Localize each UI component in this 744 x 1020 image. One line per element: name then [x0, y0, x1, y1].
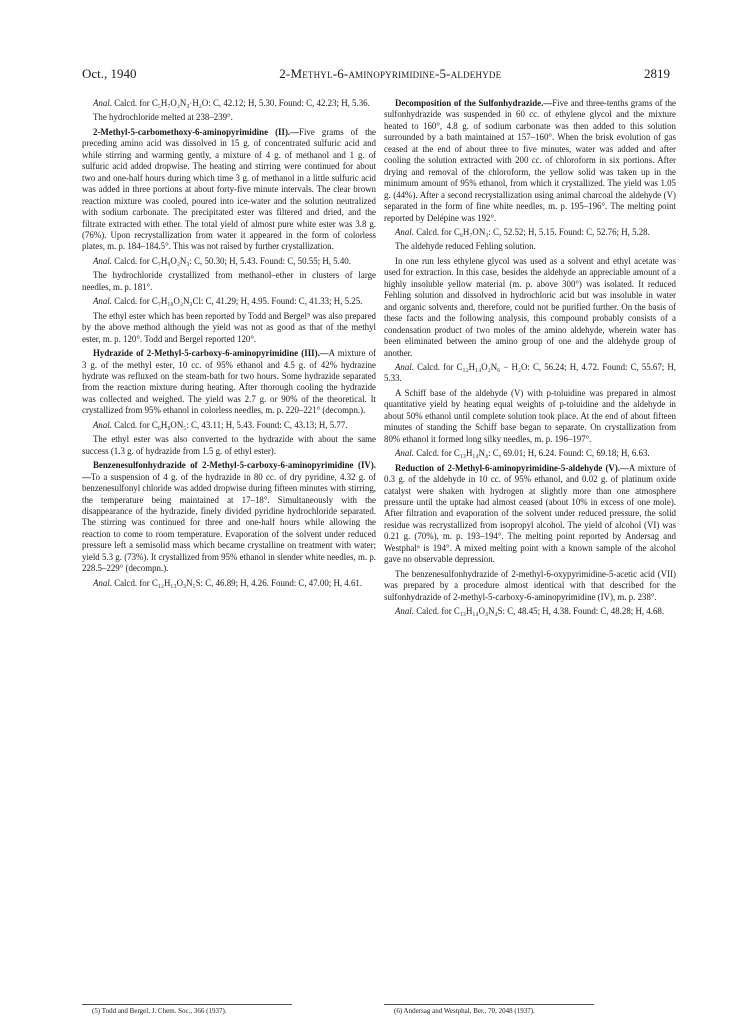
footnote-left: (5) Todd and Bergel, J. Chem. Soc., 366 (1937). [92, 1007, 227, 1015]
analysis-values: Calcd. for C₁₃H₁₄N₄: C, 69.01; H, 6.24. Found: C, 69.18; H, 6.63. [413, 448, 650, 459]
analysis-values: Calcd. for C₆H₇ON₃: C, 52.52; H, 5.15. Found: C, 52.76; H, 5.28. [413, 226, 650, 237]
analysis-paragraph [384, 227, 676, 238]
analysis-paragraph [82, 420, 376, 431]
body-paragraph: The benzenesulfonhydrazide of 2-methyl-6-oxypyrimidine-5-acetic acid (VII) was prepared by a procedure almost identical with that described for the sulfonhydrazide of 2-methyl-5-carboxy-6-aminopyrimidine (IV), m. p. 238°. [384, 568, 676, 602]
analysis-paragraph [82, 256, 376, 267]
body-paragraph: The hydrochloride melted at 238–239°. [93, 112, 233, 123]
analysis-values: Calcd. for C₁₂H₁₄O₂N₆ − H₂O: C, 56.24; H, 4.72. Found: C, 55.67; H, 5.33. [384, 361, 676, 384]
analysis-label: Anal. [395, 226, 414, 237]
analysis-values: Calcd. for C₁₂H₁₃O₃N₅S: C, 46.89; H, 4.26. Found: C, 47.00; H, 4.61. [111, 577, 363, 588]
analysis-label: Anal. [395, 606, 414, 617]
analysis-label: Anal. [93, 419, 112, 430]
section-heading: Benzenesulfonhydrazide of 2-Methyl-5-carboxy-6-aminopyrimidine (IV).— [82, 460, 376, 482]
left-column [82, 98, 376, 589]
section-heading: Decomposition of the Sulfonhydrazide.— [395, 98, 553, 108]
section-body: A mixture of 3 g. of the methyl ester, 10 cc. of 95% ethanol and 4.5 g. of 42% hydrazine hydrate was refluxed on the steam-bath for two hours. Some hydrazide separated from the reaction mixture during heating. After thorough cooling the hydrazide was collected and weighed. The yield was 2.7 g. or 90% of the theoretical. It crystallized from 95% ethanol in colorless needles, m. p. 220–221° (decompn.). [82, 348, 377, 416]
body-paragraph: The aldehyde reduced Fehling solution. [395, 241, 536, 252]
analysis-values: Calcd. for C₆H₉ON₅: C, 43.11; H, 5.43. Found: C, 43.13; H, 5.77. [111, 419, 348, 430]
footnote-rule-right [384, 1004, 594, 1005]
analysis-values: Calcd. for C₁₃H₁₄O₄N₄S: C, 48.45; H, 4.38. Found: C, 48.28; H, 4.68. [413, 606, 665, 617]
analysis-paragraph [384, 362, 676, 385]
body-paragraph: In one run less ethylene glycol was used as a solvent and ethyl acetate was used for extraction. In this case, besides the aldehyde an appreciable amount of a highly insoluble yellow material (m. p. above 300°) was isolated. It reduced Fehling solution and dissolved in hydrochloric acid but was insoluble in water and organic solvents and, therefore, could not be purified further. On the basis of these facts and the following analysis, this compound probably consists of a condensation product of two moles of the amino aldehyde, wherein water has been eliminated between the amino group of one and the aldehyde group of another. [384, 255, 676, 358]
right-column [384, 98, 676, 617]
analysis-values: Calcd. for C₇H₉O₂N₃: C, 50.30; H, 5.43. Found: C, 50.55; H, 5.40. [111, 255, 351, 266]
section-paragraph [82, 127, 376, 253]
footnote-right: (6) Andersag and Westphal, Ber., 70, 2048 (1937). [394, 1007, 535, 1015]
body-paragraph: The ethyl ester was also converted to the hydrazide with about the same success (1.3 g. of hydrazide from 1.5 g. of ethyl ester). [82, 434, 376, 456]
section-paragraph [82, 460, 376, 575]
analysis-label: Anal. [93, 255, 112, 266]
analysis-values: Calcd. for C₇H₁₀O₂N₃Cl: C, 41.29; H, 4.95. Found: C, 41.33; H, 5.25. [111, 296, 363, 307]
analysis-label: Anal. [93, 296, 112, 307]
page-number: 2819 [644, 66, 670, 81]
analysis-label: Anal. [395, 448, 414, 459]
section-heading: Hydrazide of 2-Methyl-5-carboxy-6-aminopyrimidine (III).— [93, 348, 329, 359]
analysis-paragraph [384, 606, 676, 617]
running-header [82, 66, 670, 86]
body-paragraph: The hydrochloride crystallized from methanol–ether in clusters of large needles, m. p. 181°. [82, 270, 376, 292]
analysis-paragraph [82, 578, 376, 589]
section-heading: Reduction of 2-Methyl-6-aminopyrimidine-5-aldehyde (V).— [395, 462, 629, 473]
analysis-label: Anal. [93, 577, 112, 588]
section-body: To a suspension of 4 g. of the hydrazide in 80 cc. of dry pyridine, 4.32 g. of benzenesulfonyl chloride was added dropwise during fifteen minutes with stirring, the temperature being maintained at 17–18°. Simultaneously with the disappearance of the hydrazide, finely divided pyridine hydrochloride separated. The stirring was continued for three and one-half hours while allowing the reaction to come to room temperature. Evaporation of the solvent under reduced pressure left a semisolid mass which became crystalline on treatment with water; yield 5.3 g. (73%). It crystallized from 95% ethanol in slender white needles, m. p. 228.5–229° (decompn.). [82, 471, 376, 574]
section-body: A mixture of 0.3 g. of the aldehyde in 10 cc. of 95% ethanol, and 0.02 g. of platinum oxide catalyst were shaken with hydrogen at slightly more than one atmosphere pressure until the uptake had almost ceased (about 10% in excess of one mole). After filtration and evaporation of the solvent under reduced pressure, the solid residue was recrystallized from isopropyl alcohol. The yield of alcohol (VI) was 0.21 g. (70%), m. p. 193–194°. The melting point reported by Andersag and Westphal⁶ is 194°. A mixed melting point with a known sample of the alcohol gave no observable depression. [384, 462, 676, 565]
analysis-label: Anal. [395, 361, 414, 372]
section-paragraph [384, 463, 676, 566]
section-paragraph [384, 98, 676, 224]
issue-date: Oct., 1940 [82, 66, 137, 81]
analysis-values: Calcd. for C₅H₇O₂N₃·H₂O: C, 42.12; H, 5.30. Found: C, 42.23; H, 5.36. [111, 98, 370, 108]
body-paragraph: The ethyl ester which has been reported by Todd and Bergel⁵ was also prepared by the above method although the yield was not as good as that of the methyl ester, m. p. 120°. Todd and Bergel reported 120°. [82, 310, 376, 344]
body-paragraph: A Schiff base of the aldehyde (V) with p-toluidine was prepared in almost quantitative yield by heating equal weights of p-toluidine and the aldehyde in about 50% ethanol until complete solution took place. At the end of about fifteen minutes of standing the Schiff base began to separate. On crystallization from 80% ethanol it formed long silky needles, m. p. 196–197°. [384, 387, 676, 444]
running-title: 2-Methyl-6-aminopyrimidine-5-aldehyde [279, 66, 502, 81]
section-paragraph [82, 348, 376, 417]
analysis-paragraph [384, 448, 676, 459]
footnote-rule-left [82, 1004, 292, 1005]
section-body: Five and three-tenths grams of the sulfonhydrazide was suspended in 60 cc. of ethylene glycol and the mixture heated to 160°, 4.8 g. of sodium carbonate was then added to this solution surrounded by a bath maintained at 157–160°. When the brisk evolution of gas ceased at the end of about three to five minutes, water was added and after cooling the solution extracted with 200 cc. of chloroform in six portions. After drying and removal of the chloroform, the yellow solid was taken up in the minimum amount of 95% ethanol, from which it crystallized. The yield was 1.05 g. (44%). After a second recrystallization using animal charcoal the aldehyde (V) separated in the form of fine white needles, m. p. 195–196°. The melting point reported by Delépine was 192°. [384, 98, 677, 223]
analysis-paragraph [82, 98, 376, 109]
analysis-label: Anal. [93, 98, 112, 108]
section-body: Five grams of the preceding amino acid was dissolved in 15 g. of concentrated sulfuric acid and while stirring and warming gently, a mixture of 4 g. of methanol and 1 g. of sulfuric acid added dropwise. The heating and stirring were continued for about two and one-half hours during which time 3 g. of methanol in a little sulfuric acid was added in three portions at about forty-five minute intervals. The clear brown reaction mixture was cooled, poured into ice-water and the solution neutralized with sodium carbonate. The precipitated ester was filtered and dried, and the filtrate extracted with ether. The total yield of almost pure white ester was 3.8 g. (76%). Upon recrystallization from water it appeared in the form of colorless plates, m. p. 184–184.5°. This was not raised by further crystallization. [82, 126, 376, 252]
section-heading: 2-Methyl-5-carbomethoxy-6-aminopyrimidine (II).— [93, 126, 300, 137]
analysis-paragraph [82, 296, 376, 307]
